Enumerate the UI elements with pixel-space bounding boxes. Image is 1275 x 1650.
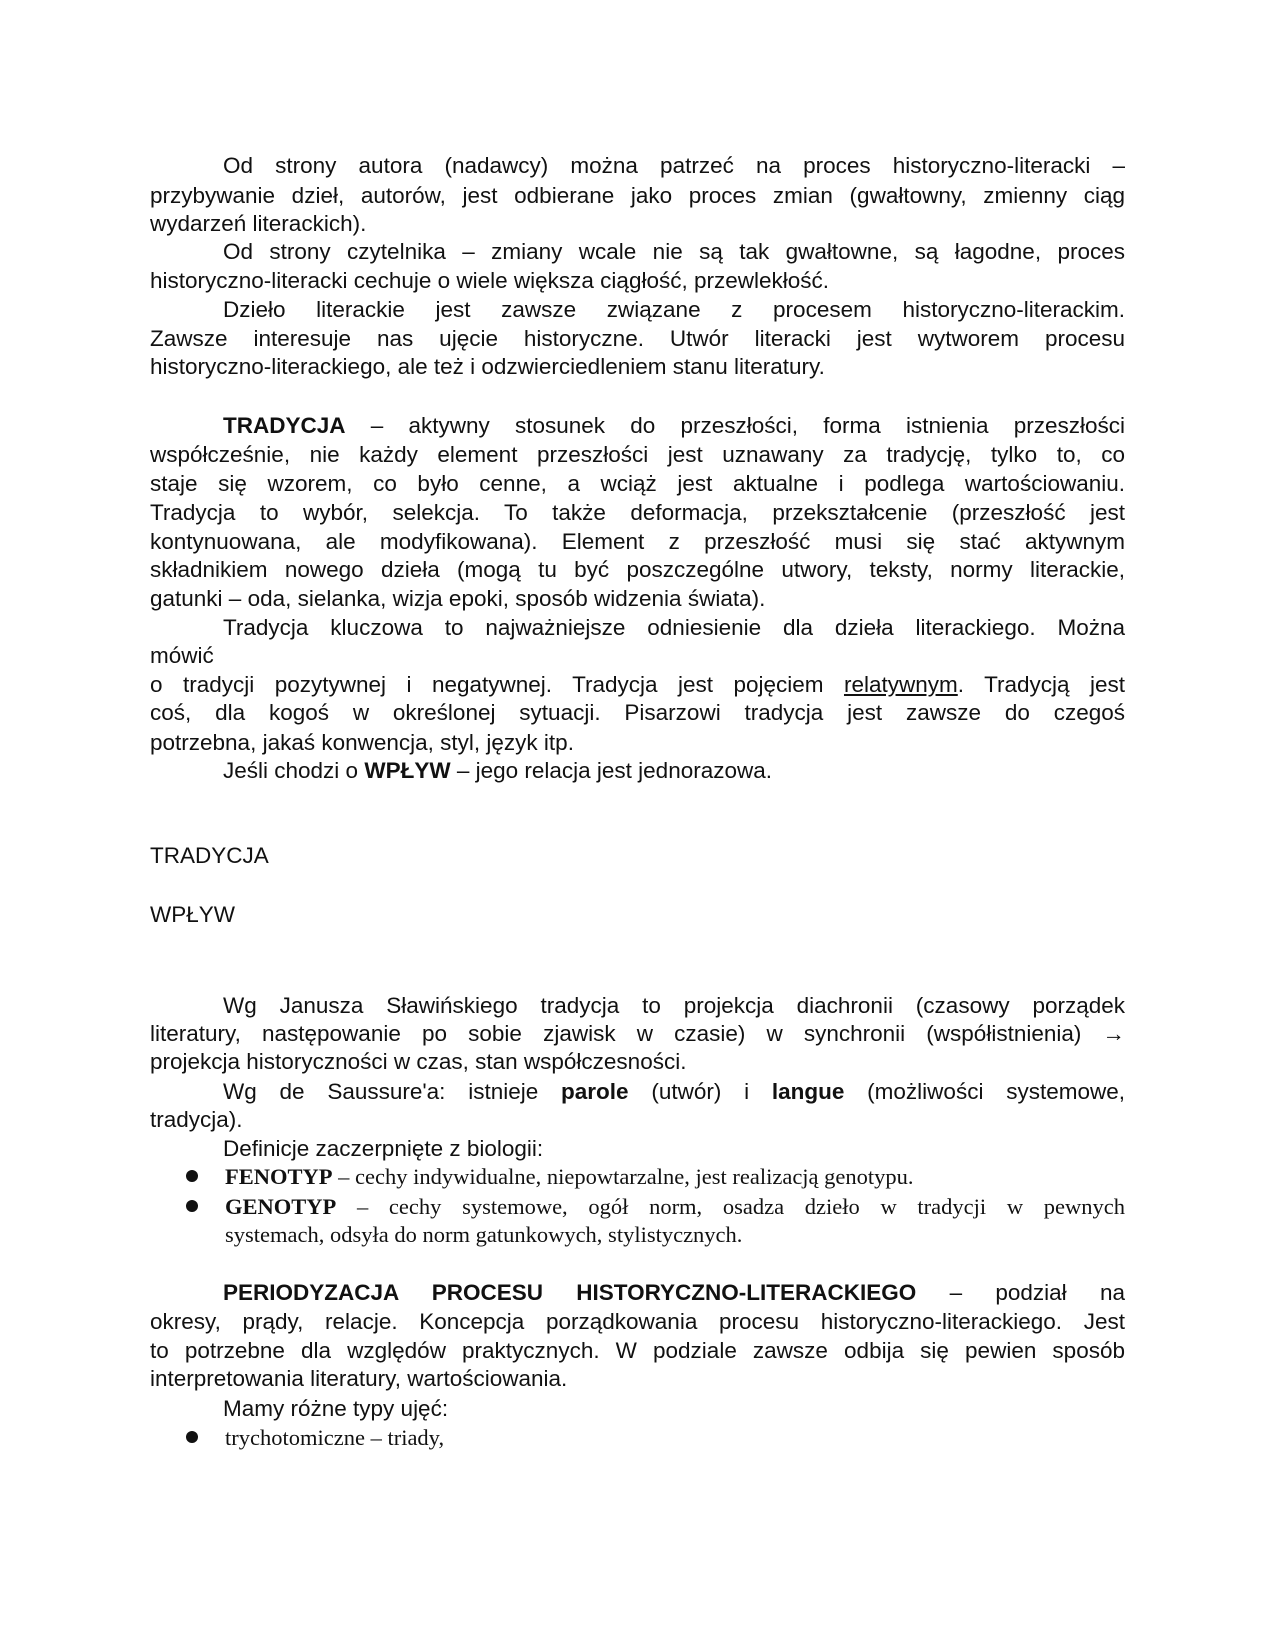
definition-text: – cechy indywidualne, niepowtarzalne, jest realizacją genotypu. <box>332 1164 914 1189</box>
paragraph-line: literatury, następowanie po sobie zjawisk w czasie) w synchronii (współistnienia) → <box>150 1021 1125 1046</box>
biology-intro: Definicje zaczerpnięte z biologii: <box>223 1136 544 1161</box>
text-segment: (możliwości systemowe, <box>844 1079 1125 1104</box>
paragraph-line: okresy, prądy, relacje. Koncepcja porządkowania procesu historyczno-literackiego. Jest <box>150 1309 1125 1334</box>
paragraph-line: Zawsze interesuje nas ujęcie historyczne. Utwór literacki jest wytworem procesu <box>150 326 1125 351</box>
paragraph-line <box>150 670 1125 699</box>
paragraph-line: Od strony czytelnika – zmiany wcale nie są tak gwałtowne, są łagodne, proces <box>223 239 1125 264</box>
bullet-icon <box>186 1170 198 1182</box>
paragraph-line: Tradycja to wybór, selekcja. To także deformacja, przekształcenie (przeszłość jest <box>150 500 1125 525</box>
text-segment: . Tradycją jest <box>957 672 1125 697</box>
paragraph-line: współcześnie, nie każdy element przeszłości jest uznawany za tradycję, tylko to, co <box>150 442 1125 467</box>
label-tradycja: TRADYCJA <box>150 843 269 868</box>
term-tradycja: TRADYCJA <box>223 413 346 438</box>
paragraph-line: projekcja historyczności w czas, stan współczesności. <box>150 1049 687 1074</box>
text-segment: – jego relacja jest jednorazowa. <box>450 758 773 783</box>
definition-text: – podział na <box>916 1280 1125 1305</box>
term-fenotyp: FENOTYP <box>225 1164 333 1189</box>
paragraph-line: coś, dla kogoś w określonej sytuacji. Pisarzowi tradycja jest zawsze do czegoś <box>150 700 1125 725</box>
term-parole: parole <box>561 1079 629 1104</box>
paragraph-line: to potrzebne dla względów praktycznych. W podziale zawsze odbija się pewien sposób <box>150 1338 1125 1363</box>
list-item-genotyp-continuation: systemach, odsyła do norm gatunkowych, stylistycznych. <box>225 1222 743 1247</box>
paragraph-line: przybywanie dzieł, autorów, jest odbierane jako proces zmian (gwałtowny, zmienny ciąg <box>150 183 1125 208</box>
saussure-line <box>223 1077 1125 1106</box>
paragraph-line: mówić <box>150 643 214 668</box>
definition-text: – aktywny stosunek do przeszłości, forma istnienia przeszłości <box>345 413 1125 438</box>
bullet-icon <box>186 1431 198 1443</box>
underlined-term-relatywnym: relatywnym <box>843 672 958 697</box>
paragraph-line: gatunki – oda, sielanka, wizja epoki, sposób widzenia świata). <box>150 586 766 611</box>
term-langue: langue <box>771 1079 845 1104</box>
wplyw-definition-line <box>223 756 1125 785</box>
paragraph-line: składnikiem nowego dzieła (mogą tu być poszczególne utwory, teksty, normy literackie, <box>150 557 1125 582</box>
text-segment: (utwór) i <box>628 1079 772 1104</box>
term-periodyzacja: PERIODYZACJA PROCESU HISTORYCZNO-LITERACKIEGO <box>223 1280 917 1305</box>
paragraph-line: interpretowania literatury, wartościowania. <box>150 1366 568 1391</box>
list-item-fenotyp <box>225 1162 1125 1191</box>
term-wplyw: WPŁYW <box>364 758 451 783</box>
types-intro: Mamy różne typy ujęć: <box>223 1396 449 1421</box>
paragraph-line: staje się wzorem, co było cenne, a wciąż jest aktualne i podlega wartościowaniu. <box>150 471 1125 496</box>
definition-text: – cechy systemowe, ogół norm, osadza dzieło w tradycji w pewnych <box>336 1194 1125 1219</box>
text-segment: Wg de Saussure'a: istnieje <box>223 1079 562 1104</box>
paragraph-line: Od strony autora (nadawcy) można patrzeć na proces historyczno-literacki – <box>223 153 1125 178</box>
paragraph-line: Wg Janusza Sławińskiego tradycja to projekcja diachronii (czasowy porządek <box>223 993 1125 1018</box>
label-wplyw: WPŁYW <box>150 902 236 927</box>
list-item-type: trychotomiczne – triady, <box>225 1425 445 1450</box>
text-segment: o tradycji pozytywnej i negatywnej. Tradycja jest pojęciem <box>150 672 844 697</box>
paragraph-line: Tradycja kluczowa to najważniejsze odniesienie dla dzieła literackiego. Można <box>223 615 1125 640</box>
paragraph-line: tradycja). <box>150 1107 243 1132</box>
bullet-icon <box>186 1200 198 1212</box>
list-item-genotyp <box>225 1192 1125 1221</box>
paragraph-line: kontynuowana, ale modyfikowana). Element z przeszłość musi się stać aktywnym <box>150 529 1125 554</box>
tradycja-definition-line <box>223 411 1125 440</box>
periodyzacja-definition-line <box>223 1278 1125 1307</box>
paragraph-line: historyczno-literacki cechuje o wiele większa ciągłość, przewlekłość. <box>150 268 830 293</box>
paragraph-line: wydarzeń literackich). <box>150 211 367 236</box>
paragraph-line: Dzieło literackie jest zawsze związane z procesem historyczno-literackim. <box>223 297 1125 322</box>
text-segment: Jeśli chodzi o <box>223 758 365 783</box>
paragraph-line: potrzebna, jakaś konwencja, styl, język itp. <box>150 730 574 755</box>
paragraph-line: historyczno-literackiego, ale też i odzwierciedleniem stanu literatury. <box>150 354 825 379</box>
term-genotyp: GENOTYP <box>225 1194 337 1219</box>
